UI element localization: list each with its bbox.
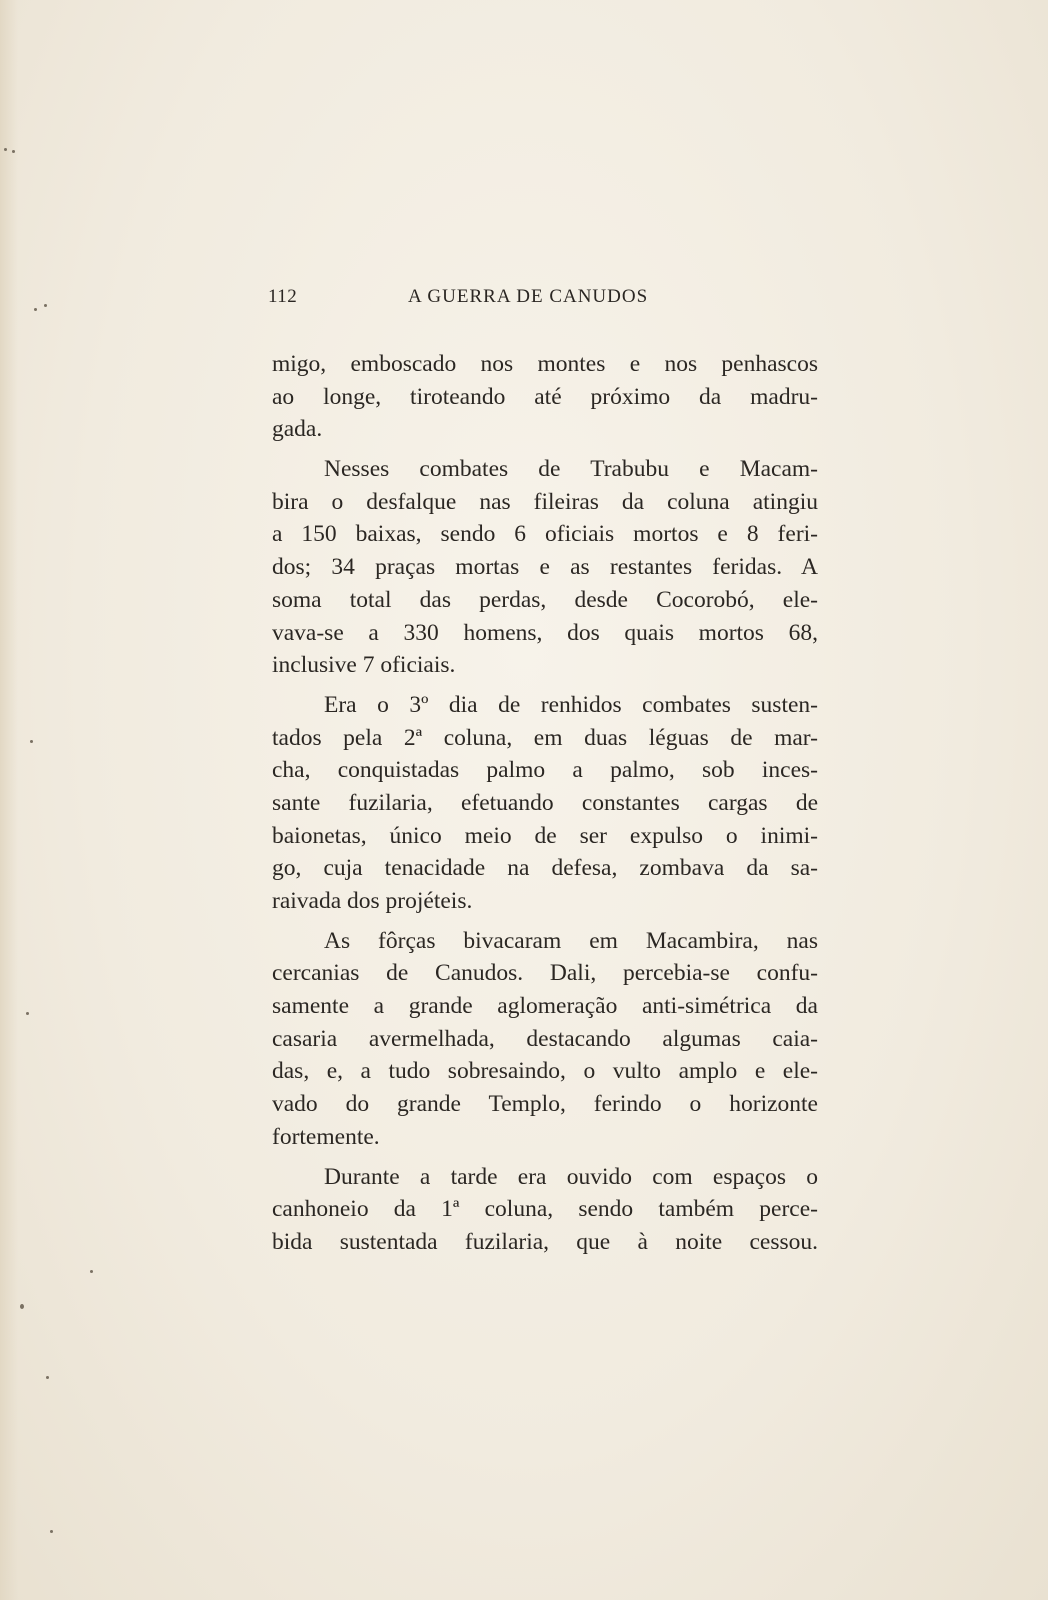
running-title: A GUERRA DE CANUDOS <box>408 286 649 307</box>
text-line: fortemente. <box>272 1123 380 1150</box>
paragraph-gap <box>272 1154 818 1161</box>
paragraph-gap <box>272 446 818 453</box>
paragraph-gap <box>272 682 818 689</box>
text-line: baionetas, único meio de ser expulso o inimi- <box>272 822 818 849</box>
page-number: 112 <box>268 286 298 307</box>
text-line: go, cuja tenacidade na defesa, zombava da sa- <box>272 855 818 882</box>
paragraph <box>272 1161 818 1259</box>
paper-speck <box>4 148 7 151</box>
text-line: vado do grande Templo, ferindo o horizonte <box>272 1091 818 1118</box>
paper-speck <box>44 304 47 307</box>
text-line: migo, emboscado nos montes e nos penhascos <box>272 351 818 377</box>
text-line: cercanias de Canudos. Dali, percebia-se confu- <box>272 960 818 987</box>
text-line: bida sustentada fuzilaria, que à noite cessou. <box>272 1228 818 1255</box>
paper-speck <box>20 1304 24 1309</box>
text-line: raivada dos projéteis. <box>272 888 473 914</box>
page-header <box>268 286 808 312</box>
text-line: soma total das perdas, desde Cocorobó, ele- <box>272 586 818 613</box>
paper-speck <box>46 1376 49 1379</box>
text-line: dos; 34 praças mortas e as restantes feridas. A <box>272 554 818 581</box>
text-line: das, e, a tudo sobresaindo, o vulto amplo e ele- <box>272 1058 818 1085</box>
text-line: sante fuzilaria, efetuando constantes cargas de <box>272 789 818 816</box>
text-line: a 150 baixas, sendo 6 oficiais mortos e 8 feri- <box>272 521 818 548</box>
text-line: gada. <box>272 416 323 443</box>
paper-speck <box>90 1270 93 1273</box>
text-line: Nesses combates de Trabubu e Macam- <box>324 456 818 483</box>
text-line: cha, conquistadas palmo a palmo, sob inces- <box>272 757 818 784</box>
text-line: casaria avermelhada, destacando algumas caia- <box>272 1025 818 1052</box>
text-line: As fôrças bivacaram em Macambira, nas <box>324 927 818 954</box>
text-line: Era o 3º dia de renhidos combates susten- <box>324 691 818 718</box>
paper-speck <box>12 150 15 153</box>
text-line: canhoneio da 1ª coluna, sendo também perce- <box>272 1196 818 1223</box>
paper-speck <box>26 1012 29 1015</box>
text-line: ao longe, tiroteando até próximo da madru- <box>272 383 818 410</box>
text-line: vava-se a 330 homens, dos quais mortos 68, <box>272 619 818 646</box>
paragraph <box>272 689 818 918</box>
paragraph <box>272 453 818 682</box>
paper-speck <box>50 1530 53 1533</box>
paragraph <box>272 348 818 446</box>
text-line: tados pela 2ª coluna, em duas léguas de mar- <box>272 724 818 751</box>
text-line: bira o desfalque nas fileiras da coluna atingiu <box>272 488 818 515</box>
paper-speck <box>34 308 37 311</box>
paragraph <box>272 925 818 1154</box>
text-line: Durante a tarde era ouvido com espaços o <box>324 1163 818 1190</box>
text-line: inclusive 7 oficiais. <box>272 652 456 679</box>
page-binding-shadow <box>0 0 18 1600</box>
body-text <box>272 348 818 1259</box>
text-line: samente a grande aglomeração anti-simétrica da <box>272 993 818 1020</box>
paragraph-gap <box>272 918 818 925</box>
paper-speck <box>30 740 33 743</box>
